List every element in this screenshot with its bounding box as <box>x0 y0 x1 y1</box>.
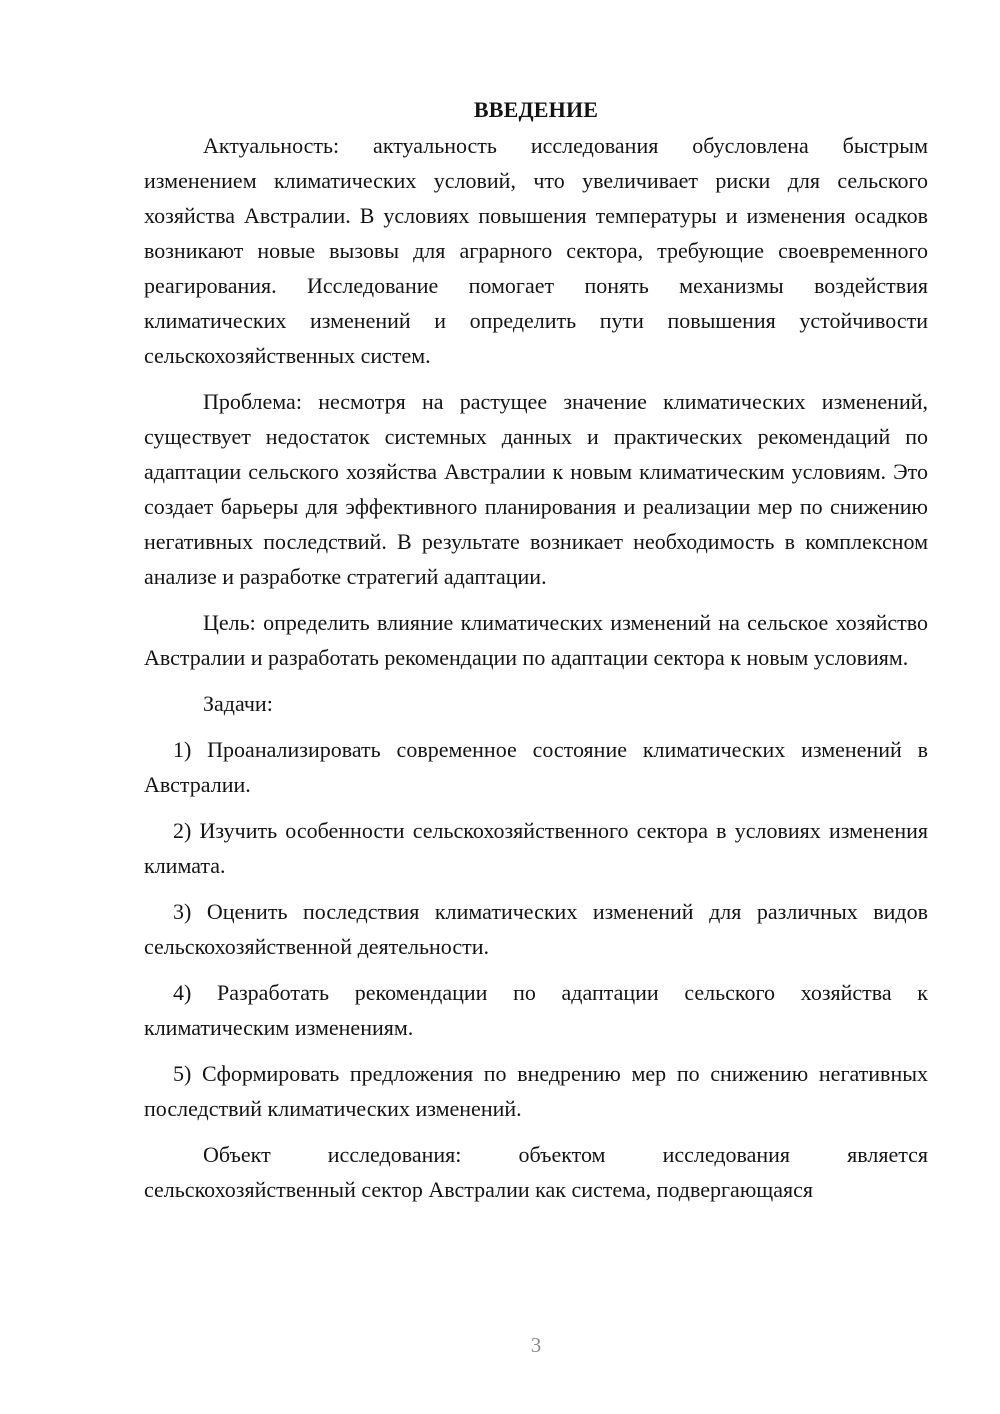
paragraph-object: Объект исследования: объектом исследования является сельскохозяйственный сектор Австралии как система, подвергающаяся <box>144 1142 928 1202</box>
page-number: 3 <box>530 1333 542 1357</box>
paragraph-problem: Проблема: несмотря на растущее значение климатических изменений, существует недостаток системных данных и практических рекомендаций по адаптации сельского хозяйства Австралии к новым климатическим условиям. Это создает барьеры для эффективного планирования и реализации мер по снижению негативных последствий. В результате возникает необходимость в комплексном анализе и разработке стратегий адаптации. <box>144 389 928 589</box>
document-page <box>144 92 928 1207</box>
paragraph-goal: Цель: определить влияние климатических изменений на сельское хозяйство Австралии и разработать рекомендации по адаптации сектора к новым условиям. <box>144 610 928 670</box>
section-title: ВВЕДЕНИЕ <box>473 97 599 122</box>
task-item: 1) Проанализировать современное состояние климатических изменений в Австралии. <box>144 737 928 797</box>
task-item: 5) Сформировать предложения по внедрению мер по снижению негативных последствий климатических изменений. <box>144 1061 928 1121</box>
paragraph-relevance: Актуальность: актуальность исследования обусловлена быстрым изменением климатических условий, что увеличивает риски для сельского хозяйства Австралии. В условиях повышения температуры и изменения осадков возникают новые вызовы для аграрного сектора, требующие своевременного реагирования. Исследование помогает понять механизмы воздействия климатических изменений и определить пути повышения устойчивости сельскохозяйственных систем. <box>144 133 928 368</box>
task-item: 2) Изучить особенности сельскохозяйственного сектора в условиях изменения климата. <box>144 818 928 878</box>
task-item: 3) Оценить последствия климатических изменений для различных видов сельскохозяйственной деятельности. <box>144 899 928 959</box>
task-item: 4) Разработать рекомендации по адаптации сельского хозяйства к климатическим изменениям. <box>144 980 928 1040</box>
tasks-label: Задачи: <box>203 691 273 716</box>
